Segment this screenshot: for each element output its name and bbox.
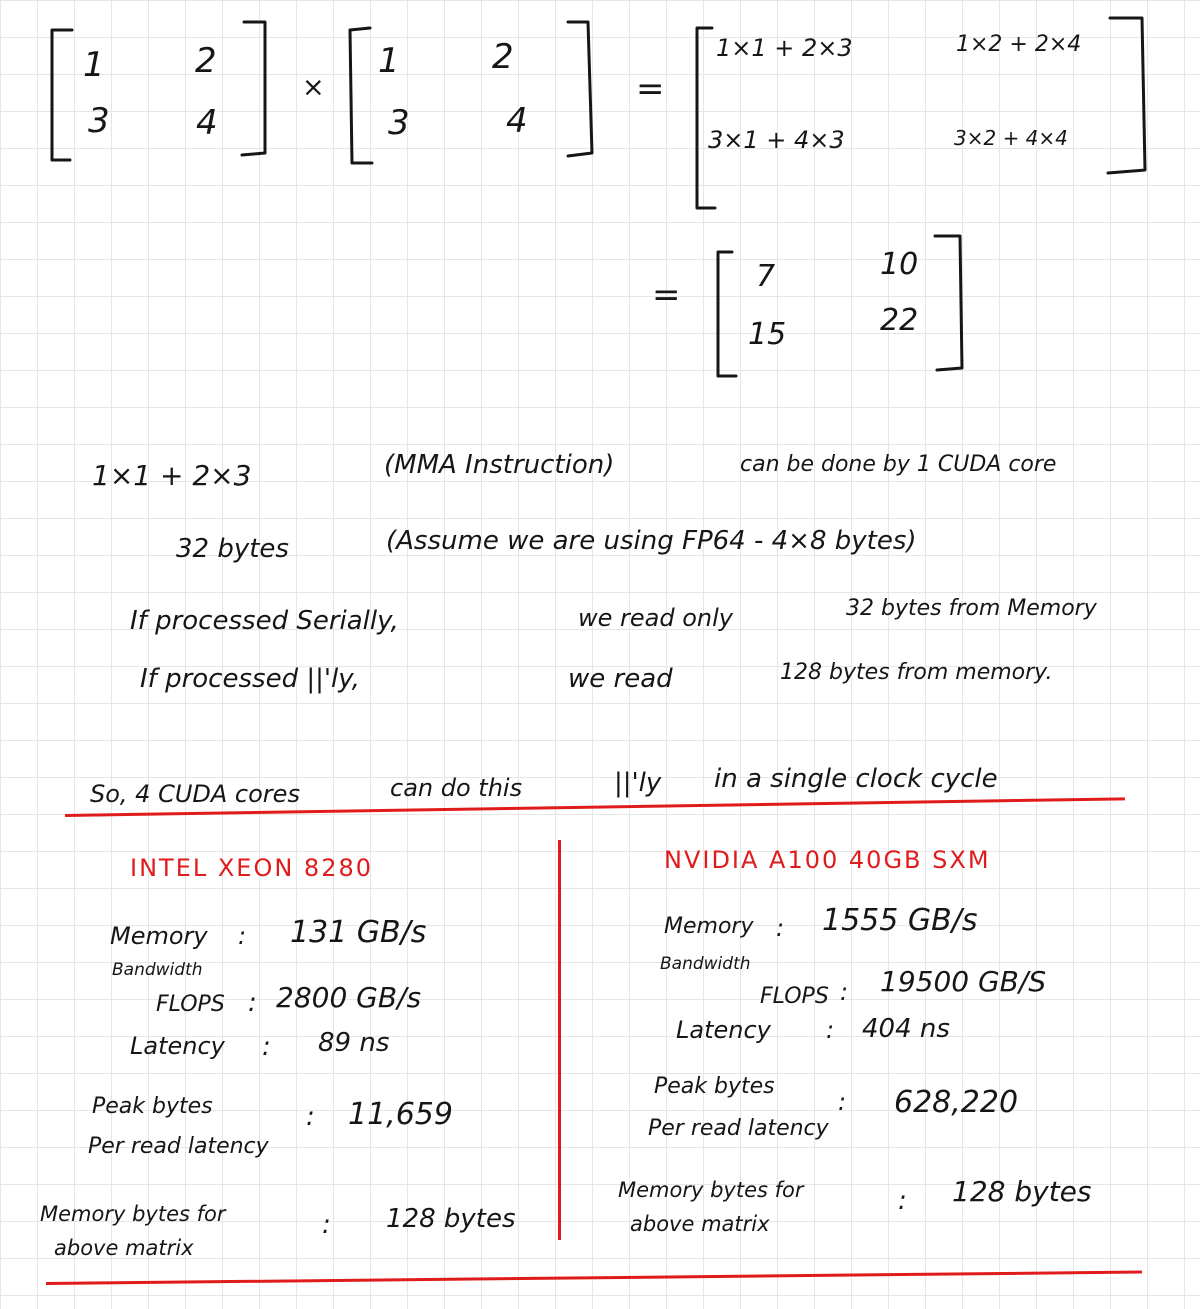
- equals-sign: =: [636, 69, 665, 109]
- bracket-b-left: [350, 28, 372, 163]
- nvidia-membytes-value: 128 bytes: [952, 1175, 1092, 1208]
- note-text: ||'ly: [614, 768, 662, 798]
- bracket-expanded-right: [1108, 18, 1145, 173]
- matrix-b-cell: 3: [388, 103, 410, 143]
- bracket-b-right: [568, 22, 592, 156]
- intel-peak-value: 11,659: [348, 1097, 453, 1132]
- note-text: 32 bytes from Memory: [846, 596, 1097, 621]
- nvidia-peak-label: Peak bytes: [654, 1074, 775, 1099]
- note-text: If processed Serially,: [130, 606, 399, 636]
- intel-mem-label-2: Bandwidth: [112, 960, 203, 980]
- result-cell: 7: [756, 259, 776, 294]
- colon: :: [248, 988, 257, 1018]
- nvidia-mem-label: Memory: [664, 914, 754, 939]
- nvidia-membytes-label-2: above matrix: [630, 1212, 770, 1236]
- bracket-result-right: [935, 236, 962, 370]
- intel-peak-label: Peak bytes: [92, 1094, 213, 1119]
- nvidia-latency-value: 404 ns: [862, 1014, 950, 1044]
- bracket-expanded-left: [697, 28, 715, 208]
- note-bytes: 32 bytes: [176, 534, 289, 564]
- note-text: So, 4 CUDA cores: [90, 780, 300, 808]
- intel-mem-label: Memory: [110, 922, 208, 950]
- intel-flops-label: FLOPS: [156, 992, 225, 1017]
- column-divider: [558, 840, 561, 1240]
- bracket-a-right: [242, 22, 265, 155]
- nvidia-flops-value: 19500 GB/S: [880, 965, 1047, 998]
- note-text: in a single clock cycle: [714, 764, 998, 794]
- matrix-b-cell: 4: [506, 101, 528, 141]
- nvidia-mem-label-2: Bandwidth: [660, 954, 751, 974]
- intel-membytes-label: Memory bytes for: [40, 1202, 226, 1226]
- intel-latency-label: Latency: [130, 1032, 225, 1060]
- intel-flops-value: 2800 GB/s: [276, 981, 422, 1014]
- note-text: we read only: [578, 604, 733, 632]
- matrix-a-cell: 4: [196, 103, 218, 143]
- nvidia-peak-value: 628,220: [894, 1085, 1019, 1120]
- colon: :: [898, 1186, 907, 1216]
- matrix-a-cell: 1: [83, 45, 105, 85]
- expanded-cell: 1×2 + 2×4: [956, 32, 1082, 57]
- colon: :: [306, 1102, 315, 1132]
- nvidia-mem-value: 1555 GB/s: [822, 903, 978, 938]
- result-cell: 22: [880, 303, 919, 338]
- note-text: 128 bytes from memory.: [780, 660, 1053, 685]
- result-cell: 15: [748, 317, 787, 352]
- nvidia-latency-label: Latency: [676, 1016, 771, 1044]
- note-expression: 1×1 + 2×3: [92, 459, 252, 492]
- nvidia-flops-label: FLOPS: [760, 984, 829, 1009]
- expanded-cell: 3×1 + 4×3: [708, 126, 845, 154]
- colon: :: [840, 978, 849, 1006]
- intel-latency-value: 89 ns: [318, 1028, 390, 1058]
- bracket-result-left: [718, 252, 736, 376]
- matrix-b-cell: 2: [492, 37, 514, 77]
- intel-mem-value: 131 GB/s: [290, 915, 427, 950]
- intel-membytes-value: 128 bytes: [386, 1204, 516, 1234]
- colon: :: [262, 1032, 271, 1062]
- matrix-b-cell: 1: [378, 41, 400, 81]
- multiply-operator: ×: [302, 72, 325, 103]
- intel-title: INTEL XEON 8280: [130, 854, 374, 882]
- note-text: can be done by 1 CUDA core: [740, 452, 1057, 477]
- expanded-cell: 1×1 + 2×3: [716, 34, 853, 62]
- expanded-cell: 3×2 + 4×4: [954, 126, 1068, 150]
- colon: :: [322, 1210, 331, 1240]
- colon: :: [838, 1088, 847, 1116]
- matrix-a-cell: 2: [195, 41, 217, 81]
- note-mma-paren: (MMA Instruction): [384, 450, 615, 480]
- equals-sign: =: [652, 275, 681, 315]
- bracket-a-left: [52, 30, 72, 160]
- note-text: If processed ||'ly,: [140, 664, 360, 694]
- nvidia-membytes-label: Memory bytes for: [618, 1178, 804, 1202]
- note-text: we read: [568, 664, 673, 694]
- colon: :: [776, 914, 785, 942]
- note-text: can do this: [390, 774, 523, 802]
- colon: :: [238, 922, 247, 950]
- nvidia-title: NVIDIA A100 40GB SXM: [664, 846, 991, 874]
- nvidia-peak-label-2: Per read latency: [648, 1116, 829, 1141]
- intel-peak-label-2: Per read latency: [88, 1134, 269, 1159]
- intel-membytes-label-2: above matrix: [54, 1236, 194, 1260]
- colon: :: [826, 1016, 835, 1044]
- matrix-a-cell: 3: [88, 101, 110, 141]
- result-cell: 10: [880, 247, 919, 282]
- note-assume-paren: (Assume we are using FP64 - 4×8 bytes): [386, 526, 917, 556]
